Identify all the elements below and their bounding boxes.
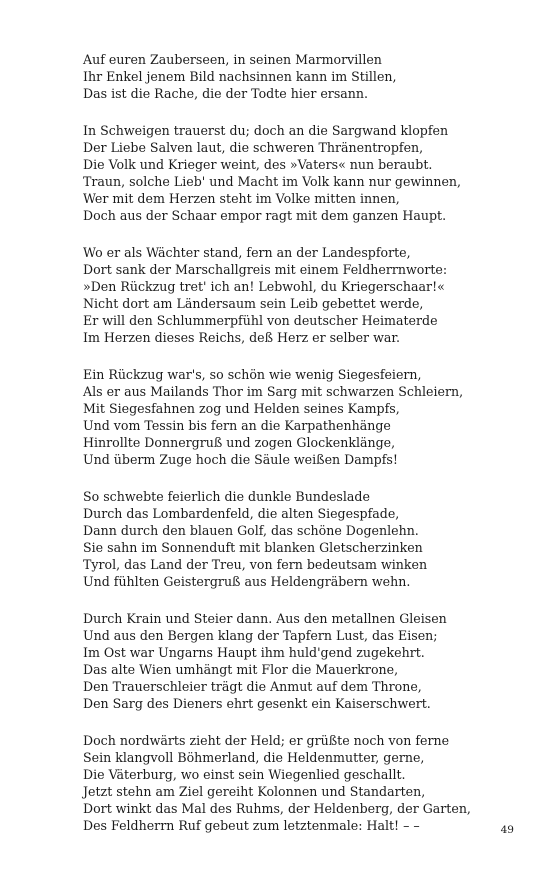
poem-line: Und überm Zuge hoch die Säule weißen Dampfs!	[83, 452, 398, 467]
poem-line: Doch nordwärts zieht der Held; er grüßte noch von ferne	[83, 733, 450, 748]
stanza-6	[83, 610, 523, 712]
poem-line: Tyrol, das Land der Treu, von fern bedeutsam winken	[83, 557, 428, 572]
poem-line: Sein klangvoll Böhmerland, die Heldenmutter, gerne,	[83, 750, 425, 765]
poem-line: »Den Rückzug tret' ich an! Lebwohl, du Kriegerschaar!«	[83, 279, 445, 294]
poem-line: Hinrollte Donnergruß und zogen Glockenklänge,	[83, 435, 396, 450]
poem-line: Ihr Enkel jenem Bild nachsinnen kann im Stillen,	[83, 69, 397, 84]
poem-line: Auf euren Zauberseen, in seinen Marmorvillen	[83, 52, 382, 67]
poem-line: Durch das Lombardenfeld, die alten Siegespfade,	[83, 506, 400, 521]
poem-line: Und fühlten Geistergruß aus Heldengräbern wehn.	[83, 574, 411, 589]
poem-line: Jetzt stehn am Ziel gereiht Kolonnen und Standarten,	[83, 784, 426, 799]
page-number: 49	[500, 824, 514, 836]
poem-line: Den Sarg des Dieners ehrt gesenkt ein Kaiserschwert.	[83, 696, 431, 711]
poem-line: Und aus den Bergen klang der Tapfern Lust, das Eisen;	[83, 628, 438, 643]
stanza-5	[83, 488, 523, 590]
poem-line: Im Herzen dieses Reichs, deß Herz er selber war.	[83, 330, 401, 345]
poem-line: Er will den Schlummerpfühl von deutscher Heimaterde	[83, 313, 438, 328]
poem-line: Des Feldherrn Ruf gebeut zum letztenmale: Halt! – –	[83, 818, 420, 833]
poem-line: Durch Krain und Steier dann. Aus den metallnen Gleisen	[83, 611, 447, 626]
poem-line: Ein Rückzug war's, so schön wie wenig Siegesfeiern,	[83, 367, 422, 382]
poem-line: Die Väterburg, wo einst sein Wiegenlied geschallt.	[83, 767, 406, 782]
poem-line: Und vom Tessin bis fern an die Karpathenhänge	[83, 418, 391, 433]
stanza-7	[83, 732, 523, 834]
poem-line: Im Ost war Ungarns Haupt ihm huld'gend zugekehrt.	[83, 645, 425, 660]
poem-line: So schwebte feierlich die dunkle Bundeslade	[83, 489, 370, 504]
stanza-2	[83, 122, 523, 224]
poem-text	[83, 51, 523, 854]
poem-line: Dann durch den blauen Golf, das schöne Dogenlehn.	[83, 523, 419, 538]
poem-line: Der Liebe Salven laut, die schweren Thränentropfen,	[83, 140, 424, 155]
stanza-1	[83, 51, 523, 102]
poem-line: Traun, solche Lieb' und Macht im Volk kann nur gewinnen,	[83, 174, 462, 189]
poem-line: Das ist die Rache, die der Todte hier ersann.	[83, 86, 369, 101]
poem-line: Die Volk und Krieger weint, des »Vaters« nun beraubt.	[83, 157, 433, 172]
stanza-4	[83, 366, 523, 468]
poem-line: Doch aus der Schaar empor ragt mit dem ganzen Haupt.	[83, 208, 447, 223]
poem-line: Sie sahn im Sonnenduft mit blanken Gletscherzinken	[83, 540, 423, 555]
poem-line: Wer mit dem Herzen steht im Volke mitten innen,	[83, 191, 400, 206]
poem-line: Den Trauerschleier trägt die Anmut auf dem Throne,	[83, 679, 422, 694]
poem-line: Dort sank der Marschallgreis mit einem Feldherrnworte:	[83, 262, 448, 277]
poem-line: Nicht dort am Ländersaum sein Leib gebettet werde,	[83, 296, 424, 311]
poem-line: Als er aus Mailands Thor im Sarg mit schwarzen Schleiern,	[83, 384, 464, 399]
stanza-3	[83, 244, 523, 346]
poem-line: Mit Siegesfahnen zog und Helden seines Kampfs,	[83, 401, 400, 416]
poem-line: Wo er als Wächter stand, fern an der Landespforte,	[83, 245, 411, 260]
poem-line: Das alte Wien umhängt mit Flor die Mauerkrone,	[83, 662, 399, 677]
poem-line: In Schweigen trauerst du; doch an die Sargwand klopfen	[83, 123, 449, 138]
poem-line: Dort winkt das Mal des Ruhms, der Heldenberg, der Garten,	[83, 801, 471, 816]
